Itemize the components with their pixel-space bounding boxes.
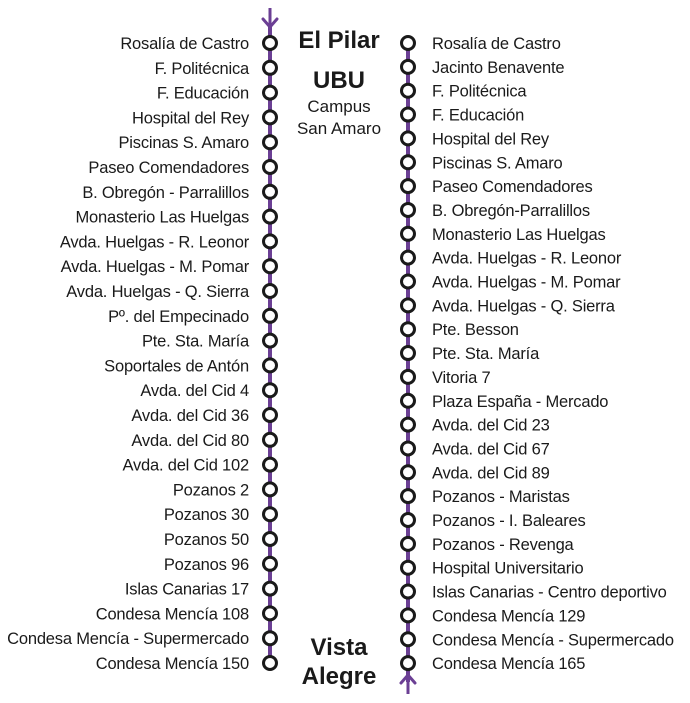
stop-marker bbox=[264, 607, 277, 620]
left_route-stop bbox=[88, 159, 276, 177]
stop-label: Hospital del Rey bbox=[132, 109, 249, 128]
stop-label: Avda. del Cid 4 bbox=[140, 382, 249, 401]
stop-label: Pozanos 96 bbox=[163, 555, 249, 574]
terminal-ubu: UBU bbox=[313, 67, 365, 94]
stop-marker bbox=[264, 185, 277, 198]
left_route-stop bbox=[7, 630, 276, 648]
right_route-stop bbox=[402, 202, 590, 220]
stop-label: Condesa Mencía - Supermercado bbox=[432, 631, 674, 650]
stop-marker bbox=[402, 227, 415, 240]
stop-marker bbox=[264, 384, 277, 397]
left_route-stop bbox=[75, 209, 276, 227]
stop-label: Paseo Comendadores bbox=[432, 178, 593, 197]
stop-marker bbox=[402, 84, 415, 97]
right_route-stop bbox=[402, 83, 528, 101]
stop-marker bbox=[402, 466, 415, 479]
stop-marker bbox=[264, 61, 277, 74]
left_route-stop bbox=[96, 605, 277, 623]
left_route-stop bbox=[155, 60, 277, 78]
stop-marker bbox=[264, 508, 277, 521]
stop-marker bbox=[402, 561, 415, 574]
right-route bbox=[401, 35, 674, 694]
left_route-stop bbox=[61, 258, 277, 276]
terminal-alegre: Alegre bbox=[301, 663, 377, 690]
stop-marker bbox=[264, 359, 277, 372]
right_route-stop bbox=[402, 35, 561, 53]
stop-label: Condesa Mencía 108 bbox=[95, 605, 249, 624]
stop-label: Avda. Huelgas - M. Pomar bbox=[60, 258, 249, 277]
stop-marker bbox=[402, 275, 415, 288]
stop-marker bbox=[264, 657, 277, 670]
right_route-stop bbox=[402, 321, 519, 339]
stop-marker bbox=[264, 86, 277, 99]
stop-marker bbox=[264, 260, 277, 273]
left_route-stop bbox=[122, 457, 276, 475]
stop-label: Monasterio Las Huelgas bbox=[432, 225, 606, 244]
arrow-down-icon bbox=[263, 8, 277, 27]
stop-marker bbox=[402, 156, 415, 169]
stop-marker bbox=[264, 285, 277, 298]
stop-label: Avda. Huelgas - M. Pomar bbox=[432, 273, 621, 292]
stop-label: Piscinas S. Amaro bbox=[432, 154, 563, 173]
right_route-stop bbox=[402, 297, 616, 315]
stop-label: F. Politécnica bbox=[432, 82, 527, 101]
left_route-stop bbox=[173, 481, 277, 499]
left_route-stop bbox=[164, 531, 277, 549]
terminal-ubu-sub-1: Campus bbox=[307, 97, 371, 116]
stop-label: Rosalía de Castro bbox=[432, 35, 561, 53]
stop-label: Avda. Huelgas - R. Leonor bbox=[59, 233, 249, 252]
stop-label: Condesa Mencía 165 bbox=[432, 655, 586, 674]
left_route-stop bbox=[140, 382, 276, 400]
stop-label: Avda. del Cid 89 bbox=[432, 464, 550, 483]
arrow-up-icon bbox=[401, 675, 415, 694]
stop-label: Pozanos - Revenga bbox=[432, 535, 574, 554]
right_route-stop bbox=[402, 464, 550, 482]
right_route-stop bbox=[402, 178, 593, 196]
right_route-stop bbox=[402, 512, 586, 530]
stop-marker bbox=[264, 632, 277, 645]
stop-marker bbox=[264, 37, 277, 50]
stop-marker bbox=[402, 180, 415, 193]
stop-label: Avda. del Cid 102 bbox=[122, 456, 249, 475]
left_route-stop bbox=[96, 655, 277, 673]
stop-label: Avda. del Cid 36 bbox=[131, 407, 249, 425]
right_route-stop bbox=[402, 250, 622, 268]
right_route-stop bbox=[402, 560, 584, 578]
right_route-stop bbox=[402, 417, 550, 435]
stop-label: Condesa Mencía 150 bbox=[95, 655, 249, 673]
stop-label: F. Educación bbox=[156, 84, 249, 103]
right_route-stop bbox=[402, 393, 609, 411]
stop-marker bbox=[264, 483, 277, 496]
stop-label: Islas Canarias 17 bbox=[124, 580, 249, 599]
right_route-stop bbox=[402, 226, 606, 244]
left_route-stop bbox=[164, 556, 277, 574]
stop-label: Hospital del Rey bbox=[432, 130, 549, 149]
stop-label: Avda. Huelgas - Q. Sierra bbox=[66, 283, 249, 301]
stop-marker bbox=[402, 633, 415, 646]
stop-label: Monasterio Las Huelgas bbox=[75, 208, 249, 227]
stop-marker bbox=[402, 585, 415, 598]
left_route-stop bbox=[108, 308, 276, 326]
right_route-stop bbox=[402, 274, 622, 292]
stop-label: Pozanos 2 bbox=[172, 481, 249, 500]
terminal-ubu-sub-2: San Amaro bbox=[296, 119, 382, 138]
stop-label: Jacinto Benavente bbox=[432, 58, 565, 77]
stop-marker bbox=[264, 582, 277, 595]
stop-marker bbox=[264, 210, 277, 223]
right_route-stop bbox=[402, 440, 550, 458]
stop-label: Avda. del Cid 67 bbox=[432, 440, 550, 459]
stop-marker bbox=[264, 557, 277, 570]
stop-label: Avda. Huelgas - R. Leonor bbox=[432, 249, 622, 268]
stop-label: B. Obregón-Parralillos bbox=[432, 201, 590, 220]
left_route-stop bbox=[66, 283, 276, 301]
stop-marker bbox=[402, 609, 415, 622]
stop-label: Pozanos 30 bbox=[163, 506, 249, 525]
stop-label: Pte. Sta. María bbox=[432, 345, 540, 364]
left_route-stop bbox=[82, 184, 276, 202]
left_route-stop bbox=[131, 407, 276, 425]
stop-label: Condesa Mencía - Supermercado bbox=[7, 630, 249, 649]
stop-marker bbox=[264, 533, 277, 546]
stop-marker bbox=[402, 537, 415, 550]
stop-marker bbox=[264, 136, 277, 149]
stop-marker bbox=[402, 394, 415, 407]
stop-label: Pte. Besson bbox=[432, 321, 519, 340]
right_route-stop bbox=[402, 369, 491, 387]
stop-label: Pozanos - Maristas bbox=[432, 488, 570, 507]
right_route-stop bbox=[402, 607, 586, 625]
terminal-el-pilar: El Pilar bbox=[298, 27, 380, 54]
stop-marker bbox=[264, 334, 277, 347]
stop-marker bbox=[264, 309, 277, 322]
stop-marker bbox=[264, 433, 277, 446]
left-route bbox=[7, 8, 277, 673]
stop-label: Pozanos - I. Baleares bbox=[432, 512, 586, 530]
terminal-vista: Vista bbox=[310, 634, 368, 661]
stop-label: Condesa Mencía 129 bbox=[432, 607, 586, 626]
right_route-stop bbox=[402, 130, 550, 148]
stop-marker bbox=[402, 60, 415, 73]
stop-label: Vitoria 7 bbox=[432, 368, 491, 387]
stop-marker bbox=[402, 347, 415, 360]
stop-marker bbox=[402, 203, 415, 216]
right_route-stop bbox=[402, 107, 525, 125]
right_route-stop bbox=[402, 154, 563, 172]
stop-marker bbox=[402, 370, 415, 383]
stop-marker bbox=[264, 111, 277, 124]
stop-label: Hospital Universitario bbox=[432, 559, 584, 578]
stop-marker bbox=[402, 37, 415, 50]
right_route-stop bbox=[402, 488, 570, 506]
stop-marker bbox=[264, 458, 277, 471]
stop-label: B. Obregón - Parralillos bbox=[82, 183, 249, 202]
right_route-stop bbox=[402, 59, 565, 77]
terminal-labels bbox=[297, 27, 381, 690]
stop-marker bbox=[402, 514, 415, 527]
left_route-stop bbox=[157, 85, 277, 103]
stop-marker bbox=[264, 235, 277, 248]
stop-label: F. Politécnica bbox=[154, 59, 249, 78]
stop-label: Pozanos 50 bbox=[163, 531, 249, 549]
stop-marker bbox=[264, 409, 277, 422]
right_route-stop bbox=[402, 345, 541, 363]
right_route-stop bbox=[402, 655, 586, 673]
stop-marker bbox=[402, 442, 415, 455]
stop-marker bbox=[402, 490, 415, 503]
stop-label: Avda. Huelgas - Q. Sierra bbox=[432, 297, 615, 316]
stop-marker bbox=[402, 323, 415, 336]
left_route-stop bbox=[131, 432, 276, 450]
left_route-stop bbox=[125, 581, 277, 599]
stop-label: Rosalía de Castro bbox=[120, 35, 249, 53]
left_route-stop bbox=[104, 357, 276, 375]
left_route-stop bbox=[164, 506, 277, 524]
left_route-stop bbox=[120, 35, 276, 53]
left_route-stop bbox=[142, 333, 277, 351]
left_route-stop bbox=[60, 233, 277, 251]
stop-marker bbox=[402, 657, 415, 670]
right_route-stop bbox=[402, 631, 674, 649]
stop-label: Piscinas S. Amaro bbox=[118, 134, 249, 153]
right_route-stop bbox=[402, 536, 575, 554]
right_route-stop bbox=[402, 584, 667, 602]
stop-label: Islas Canarias - Centro deportivo bbox=[432, 583, 667, 602]
stop-marker bbox=[402, 418, 415, 431]
stop-label: Pº. del Empecinado bbox=[108, 307, 249, 326]
stop-label: F. Educación bbox=[432, 106, 525, 125]
left_route-stop bbox=[119, 134, 277, 152]
stop-marker bbox=[402, 108, 415, 121]
stop-label: Soportales de Antón bbox=[104, 357, 249, 376]
left_route-stop bbox=[132, 109, 276, 127]
stop-label: Avda. del Cid 23 bbox=[432, 416, 550, 435]
stop-marker bbox=[402, 251, 415, 264]
stop-label: Pte. Sta. María bbox=[141, 332, 249, 351]
stop-marker bbox=[402, 132, 415, 145]
stop-label: Avda. del Cid 80 bbox=[131, 431, 249, 450]
stop-marker bbox=[264, 161, 277, 174]
stop-marker bbox=[402, 299, 415, 312]
stop-label: Paseo Comendadores bbox=[88, 159, 249, 177]
stop-label: Plaza España - Mercado bbox=[432, 392, 609, 411]
